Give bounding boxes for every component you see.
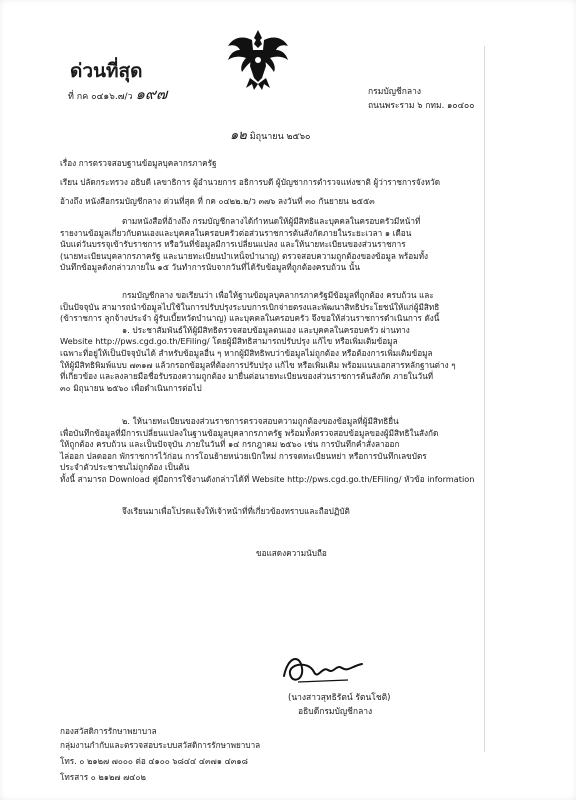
paragraph-line: กรมบัญชีกลาง ขอเรียนว่า เพื่อให้ฐานข้อมูลบุคลากรภาครัฐมีข้อมูลที่ถูกต้อง ครบถ้วน และ	[122, 290, 434, 300]
subject-line: เรื่อง การตรวจสอบฐานข้อมูลบุคลากรภาครัฐ	[60, 158, 217, 168]
paragraph-line: บันทึกข้อมูลดังกล่าวภายใน ๑๕ วันทำการนับจากวันที่ได้รับข้อมูลที่ถูกต้องครบถ้วน นั้น	[60, 262, 360, 273]
reference-line: อ้างถึง หนังสือกรมบัญชีกลาง ด่วนที่สุด ที่ กค ๐๔๒๒.๒/ว ๓๗๖ ลงวันที่ ๓๐ กันยายน ๒๕๕๓	[60, 196, 375, 206]
paragraph-line: ๒. ให้นายทะเบียนของส่วนราชการตรวจสอบความถูกต้องของข้อมูลที่ผู้มีสิทธิยื่น	[122, 416, 399, 426]
footer-division: กองสวัสดิการรักษาพยาบาล	[60, 726, 157, 736]
paragraph-line: ตามหนังสือที่อ้างถึง กรมบัญชีกลางได้กำหนดให้ผู้มีสิทธิและบุคคลในครอบครัวมีหน้าที่	[122, 216, 421, 226]
recipient-line: เรียน ปลัดกระทรวง อธิบดี เลขาธิการ ผู้อำนวยการ อธิการบดี ผู้บัญชาการตำรวจแห่งชาติ ผู้ว่าราชการจังหวัด	[60, 177, 441, 187]
paragraph-line: เฉพาะที่อยู่ให้เป็นปัจจุบันได้ สำหรับข้อมูลอื่น ๆ หากผู้มีสิทธิพบว่าข้อมูลไม่ถูกต้อง หรือต้องการเพิ่มเติมข้อมูล	[60, 347, 433, 358]
date-month-year: มิถุนายน ๒๕๖๐	[249, 132, 311, 142]
signer-name: (นางสาวสุทธิรัตน์ รัตนโชติ)	[288, 693, 391, 703]
paragraph-line: (ข้าราชการ ลูกจ้างประจำ ผู้รับเบี้ยหวัดบำนาญ) และบุคคลในครอบครัว จึงขอให้ส่วนราชการดำเนินการ ดังนี้	[60, 313, 440, 324]
closing-line: จึงเรียนมาเพื่อโปรดแจ้งให้เจ้าหน้าที่ที่เกี่ยวข้องทราบและถือปฏิบัติ	[122, 506, 350, 516]
letter-date	[230, 124, 311, 145]
footer-group: กลุ่มงานกำกับและตรวจสอบระบบสวัสดิการรักษาพยาบาล	[60, 740, 261, 750]
paragraph-3	[60, 416, 516, 486]
footer-fax: โทรสาร ๐ ๒๑๒๗ ๗๔๐๒	[60, 772, 146, 782]
paragraph-line: ทั้งนี้ สามารถ Download คู่มือการใช้งานดังกล่าวได้ที่ Website http://pws.cgd.go.th/EFiling/ หัวข้อ information	[60, 473, 475, 484]
handwritten-signature	[278, 646, 368, 690]
paragraph-line: ที่เกี่ยวข้อง และลงลายมือชื่อรับรองความถูกต้อง มายื่นต่อนายทะเบียนของส่วนราชการต้นสังกัด ภายในวันที่	[60, 371, 434, 382]
salutation: ขอแสดงความนับถือ	[256, 548, 327, 558]
paragraph-line: ๓๐ มิถุนายน ๒๕๖๐ เพื่อดำเนินการต่อไป	[60, 382, 202, 393]
paragraph-line: เป็นปัจจุบัน สามารถนำข้อมูลไปใช้ในการปรับปรุงระบบการเบิกจ่ายตรงและพัฒนาสิทธิประโยชน์ให้แก่ผู้มีสิทธิ	[60, 301, 440, 312]
paragraph-line: รายงานข้อมูลเกี่ยวกับตนเองและบุคคลในครอบครัวต่อส่วนราชการต้นสังกัดภายในระยะเวลา ๑ เดือน	[60, 227, 412, 238]
paragraph-line: ให้ผู้มีสิทธิพิมพ์แบบ ๗๓๑๗ แล้วกรอกข้อมูลที่ต้องการปรับปรุง แก้ไข หรือเพิ่มเติม พร้อมแนบเอกสารหลักฐานต่าง ๆ	[60, 359, 456, 370]
paragraph-line: นับแต่วันบรรจุเข้ารับราชการ หรือวันที่ข้อมูลมีการเปลี่ยนแปลง และให้นายทะเบียนของส่วนราชการ	[60, 239, 406, 250]
paragraph-line: Website http://pws.cgd.go.th/EFiling/ โดยผู้มีสิทธิสามารถปรับปรุง แก้ไข หรือเพิ่มเติมข้อมูล	[60, 336, 398, 347]
document-number	[68, 82, 167, 106]
paragraph-line: (นายทะเบียนบุคลากรภาครัฐ และนายทะเบียนบำเหน็จบำนาญ) ตรวจสอบความถูกต้องของข้อมูล พร้อมทั้ง	[60, 250, 429, 261]
paragraph-line: เพื่อบันทึกข้อมูลที่มีการเปลี่ยนแปลงในฐานข้อมูลบุคลากรภาครัฐ พร้อมทั้งตรวจสอบข้อมูลของผู้มีสิทธิในสังกัด	[60, 427, 439, 438]
paragraph-line: ประจำตัวประชาชนไม่ถูกต้อง เป็นต้น	[60, 462, 190, 473]
fold-line	[484, 46, 485, 752]
paragraph-1	[60, 216, 516, 274]
document-number-prefix: ที่ กค ๐๔๑๖.๗/ว	[68, 92, 133, 102]
paragraph-line: ๑. ประชาสัมพันธ์ให้ผู้มีสิทธิตรวจสอบข้อมูลตนเอง และบุคคลในครอบครัว ผ่านทาง	[122, 324, 410, 335]
date-day-handwritten: ๑๒	[230, 128, 247, 143]
urgency-label: ด่วนที่สุด	[70, 60, 143, 82]
paragraph-line: ให้ถูกต้อง ครบถ้วน และเป็นปัจจุบัน ภายในวันที่ ๑๔ กรกฎาคม ๒๕๖๐ เช่น การบันทึกคำสั่งลาออก	[60, 439, 400, 450]
document-number-handwritten: ๑๙๗	[135, 85, 168, 103]
paragraph-line: ไล่ออก ปลดออก พักราชการไว้ก่อน การโอนย้ายหน่วยเบิกใหม่ การจดทะเบียนหย่า หรือการบันทึกเลขบัตร	[60, 450, 427, 461]
sender-address: ถนนพระราม ๖ กทม. ๑๐๔๐๐	[368, 101, 475, 111]
paragraph-2	[60, 290, 516, 394]
footer-phone: โทร. ๐ ๒๑๒๗ ๗๐๐๐ ต่อ ๔๑๐๐ ๖๘๔๔ ๔๓๗๑ ๔๓๑๘	[60, 756, 248, 766]
garuda-emblem-icon	[226, 26, 290, 92]
signer-title: อธิบดีกรมบัญชีกลาง	[298, 707, 373, 717]
sender-name: กรมบัญชีกลาง	[368, 87, 422, 97]
